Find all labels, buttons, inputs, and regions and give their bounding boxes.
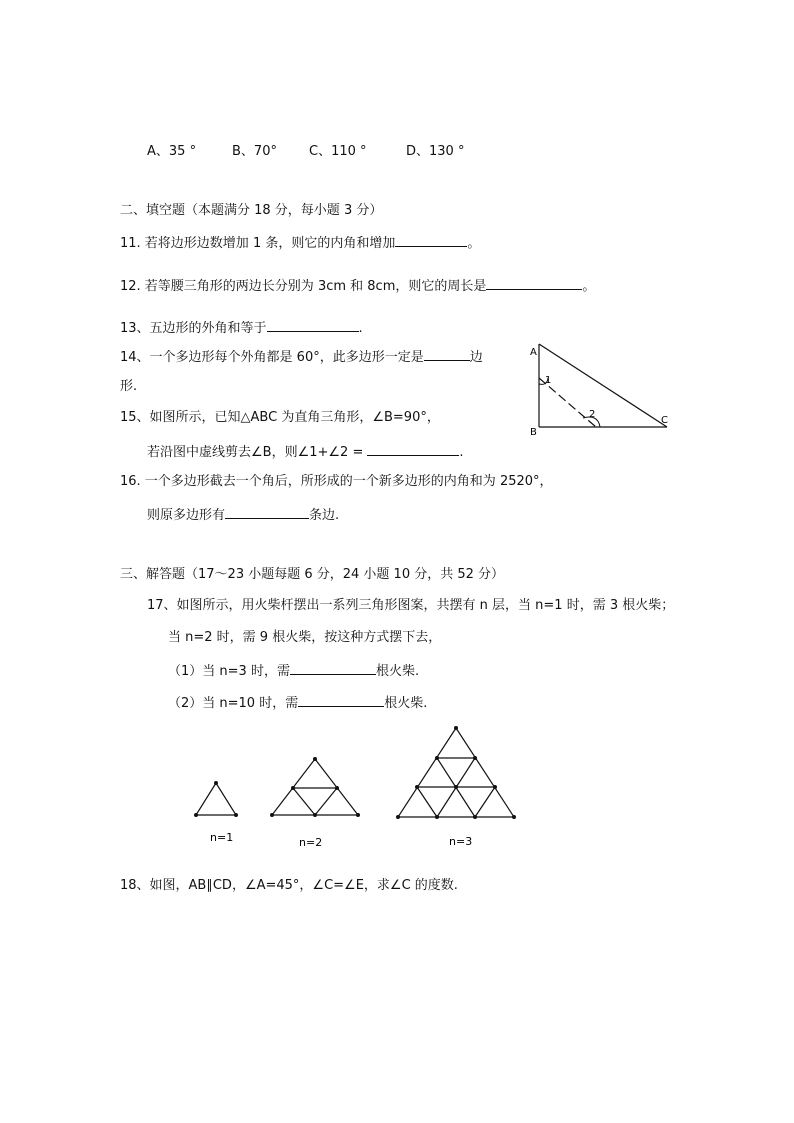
option-b: B、70° <box>232 144 277 159</box>
question-16-line2 <box>147 504 339 525</box>
question-14 <box>120 346 483 367</box>
q15-text: 若沿图中虚线剪去∠B，则∠1+∠2 = <box>147 445 364 460</box>
question-15-line2 <box>147 441 463 462</box>
pattern-n2 <box>270 757 360 849</box>
q17-sub1-blank[interactable] <box>290 660 376 675</box>
n2-vertex <box>313 813 317 817</box>
n2-inner-left <box>293 788 315 815</box>
n2-outer <box>272 759 358 815</box>
label-angle-2: 2 <box>589 409 596 420</box>
section-title-fill-blank: 二、填空题（本题满分 18 分，每小题 3 分） <box>120 203 383 218</box>
label-n2: n=2 <box>299 836 323 849</box>
n3-vertex <box>396 815 400 819</box>
n2-vertex <box>270 813 274 817</box>
q16-end: 条边. <box>309 508 340 523</box>
right-triangle-figure <box>520 338 680 438</box>
n2-inner-right <box>315 788 337 815</box>
option-a: A、35 ° <box>147 144 197 159</box>
n1-vertex <box>194 813 198 817</box>
q14-blank[interactable] <box>424 346 470 361</box>
option-d: D、130 ° <box>406 144 465 159</box>
n3-vertex <box>454 726 458 730</box>
n3-vertex <box>512 815 516 819</box>
matchstick-figure <box>180 712 540 862</box>
pattern-n1 <box>194 781 238 844</box>
n3-vertex <box>435 756 439 760</box>
question-17-line1: 17、如图所示，用火柴杆摆出一系列三角形图案，共摆有 n 层，当 n=1 时，需 3 根火柴； <box>147 598 675 613</box>
n3-vertex <box>473 756 477 760</box>
q13-end: . <box>358 321 363 336</box>
question-17-sub2 <box>168 692 427 713</box>
q16-text: 则原多边形有 <box>147 508 226 523</box>
q16-blank[interactable] <box>225 504 309 519</box>
q17-sub2-text: （2）当 n=10 时，需 <box>168 696 299 711</box>
q17-sub1-end: 根火柴. <box>375 664 420 679</box>
n3-vertex <box>435 815 439 819</box>
question-13 <box>120 317 363 338</box>
n2-vertex <box>313 757 317 761</box>
q15-end: . <box>459 445 464 460</box>
q13-blank[interactable] <box>267 317 359 332</box>
question-15-line1: 15、如图所示，已知△ABC 为直角三角形，∠B=90°， <box>120 410 440 425</box>
question-11 <box>120 232 480 253</box>
n3-vertex <box>415 785 419 789</box>
n1-vertex <box>234 813 238 817</box>
n3-diag <box>475 787 495 817</box>
q12-text: 12. 若等腰三角形的两边长分别为 3cm 和 8cm，则它的周长是 <box>120 279 487 294</box>
label-n1: n=1 <box>210 831 234 844</box>
label-c: C <box>661 415 668 426</box>
question-18: 18、如图，AB∥CD，∠A=45°，∠C=∠E，求∠C 的度数. <box>120 878 458 893</box>
n3-vertex <box>493 785 497 789</box>
q11-text: 11. 若将边形边数增加 1 条，则它的内角和增加 <box>120 236 396 251</box>
q12-blank[interactable] <box>486 275 582 290</box>
q13-text: 13、五边形的外角和等于 <box>120 321 267 336</box>
n2-vertex <box>356 813 360 817</box>
side-ac <box>539 344 667 427</box>
n3-vertex <box>473 815 477 819</box>
label-a: A <box>530 347 537 358</box>
label-n3: n=3 <box>449 835 473 848</box>
label-b: B <box>530 427 537 438</box>
n2-vertex <box>335 786 339 790</box>
section-title-solve: 三、解答题（17～23 小题每题 6 分，24 小题 10 分，共 52 分） <box>120 567 505 582</box>
n3-outer <box>398 728 514 817</box>
n2-vertex <box>291 786 295 790</box>
n3-vertex <box>454 785 458 789</box>
q11-end: 。 <box>467 236 481 251</box>
q14-continuation: 形. <box>120 379 138 394</box>
q17-sub1-text: （1）当 n=3 时，需 <box>168 664 290 679</box>
q11-blank[interactable] <box>395 232 467 247</box>
question-12 <box>120 275 595 296</box>
pattern-n3 <box>396 726 516 848</box>
question-17-sub1 <box>168 660 419 681</box>
question-16-line1: 16. 一个多边形截去一个角后，所形成的一个新多边形的内角和为 2520°， <box>120 474 553 489</box>
q15-blank[interactable] <box>367 441 459 456</box>
q17-sub2-blank[interactable] <box>298 692 384 707</box>
q14-text: 14、一个多边形每个外角都是 60°，此多边形一定是 <box>120 350 424 365</box>
n1-vertex <box>214 781 218 785</box>
option-c: C、110 ° <box>309 144 367 159</box>
q12-end: 。 <box>582 279 596 294</box>
question-17-line2: 当 n=2 时，需 9 根火柴，按这种方式摆下去， <box>168 630 442 645</box>
label-angle-1: 1 <box>545 375 552 386</box>
q17-sub2-end: 根火柴. <box>384 696 428 711</box>
n3-diag <box>417 787 437 817</box>
n1-triangle <box>196 783 236 815</box>
q14-end: 边 <box>469 350 483 365</box>
